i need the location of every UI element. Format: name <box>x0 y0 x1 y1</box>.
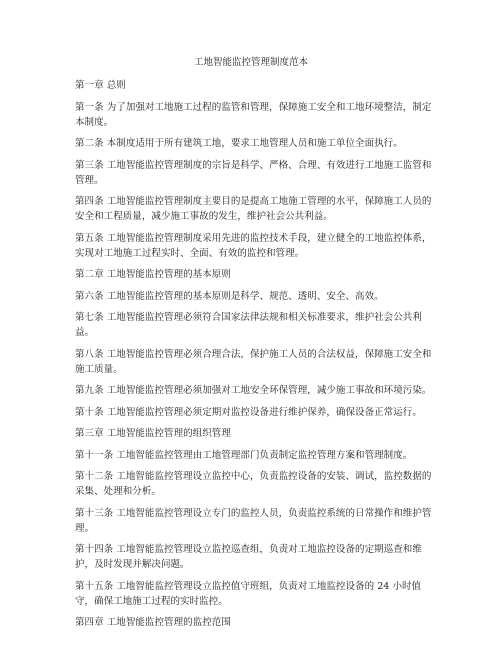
article-paragraph: 第八条 工地智能监控管理必须合理合法，保护施工人员的合法权益，保障施工安全和施工质量。 <box>75 348 432 375</box>
article-paragraph: 第十三条 工地智能监控管理设立专门的监控人员，负责监控系统的日常操作和维护管理。 <box>75 507 432 534</box>
article-paragraph: 第五条 工地智能监控管理制度采用先进的监控技术手段，建立健全的工地监控体系，实现对工地施工过程实时、全面、有效的监控和管理。 <box>75 232 432 259</box>
article-paragraph: 第九条 工地智能监控管理必须加强对工地安全环保管理，减少施工事故和环境污染。 <box>75 385 432 396</box>
chapter-heading: 第四章 工地智能监控管理的监控范围 <box>75 617 231 628</box>
chapter-heading: 第三章 工地智能监控管理的组织管理 <box>75 428 231 439</box>
chapter-heading: 第一章 总则 <box>75 80 126 91</box>
article-paragraph: 第一条 为了加强对工地施工过程的监管和管理，保障施工安全和工地环境整洁，制定本制度。 <box>75 101 432 128</box>
article-paragraph: 第六条 工地智能监控管理的基本原则是科学、规范、透明、安全、高效。 <box>75 290 384 302</box>
article-paragraph: 第十条 工地智能监控管理必须定期对监控设备进行维护保养，确保设备正常运行。 <box>75 406 422 418</box>
article-paragraph: 第十二条 工地智能监控管理设立监控中心，负责监控设备的安装、调试，监控数据的采集、处理和分析。 <box>75 471 432 497</box>
article-paragraph: 第十五条 工地智能监控管理设立监控值守班组，负责对工地监控设备的 24 小时值守，确保工地施工过程的实时监控。 <box>75 580 422 607</box>
document-title: 工地智能监控管理制度范本 <box>193 57 308 68</box>
chapter-heading: 第二章 工地智能监控管理的基本原则 <box>75 269 231 280</box>
article-paragraph: 第十一条 工地智能监控管理由工地管理部门负责制定监控管理方案和管理制度。 <box>75 449 413 461</box>
article-paragraph: 第二条 本制度适用于所有建筑工地，要求工地管理人员和施工单位全面执行。 <box>75 138 403 149</box>
article-paragraph: 第四条 工地智能监控管理制度主要目的是提高工地施工管理的水平，保障施工人员的安全和工程质量，减少施工事故的发生，维护社会公共利益。 <box>75 196 432 222</box>
document-body <box>75 78 435 637</box>
article-paragraph: 第七条 工地智能监控管理必须符合国家法律法规和相关标准要求，维护社会公共利益。 <box>75 312 422 338</box>
article-paragraph: 第三条 工地智能监控管理制度的宗旨是科学、严格、合理、有效进行工地施工监管和管理。 <box>75 159 432 186</box>
article-paragraph: 第十四条 工地智能监控管理设立监控巡查组，负责对工地监控设备的定期巡查和维护，及时发现并解决问题。 <box>75 544 422 570</box>
